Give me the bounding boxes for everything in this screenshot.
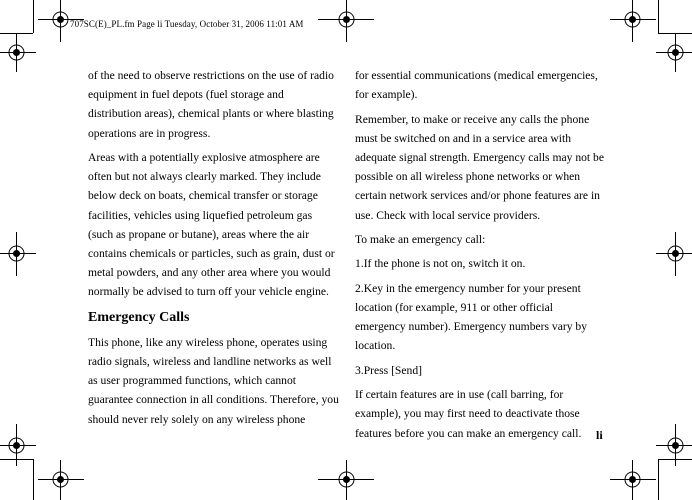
registration-mark-upper-left (0, 34, 36, 72)
paragraph: Areas with a potentially explosive atmosphere are often but not always clearly marked. They include below deck on boats, chemical transfer or storage facilities, vehicles using liquefied petroleum gas (such as propane or butane), areas where the air contains chemicals or particles, such as grain, dust or metal powders, and any other area where you would normally be advised to turn off your vehicle engine. (88, 151, 335, 299)
step-item: 1.If the phone is not on, switch it on. (355, 257, 526, 271)
registration-mark-top-center (318, 0, 374, 42)
section-heading: Emergency Calls (88, 309, 190, 325)
left-column (88, 66, 340, 434)
paragraph: of the need to observe restrictions on the use of radio equipment in fuel depots (fuel storage and distribution areas), chemical plants or where blasting operations are in progress. (88, 69, 334, 140)
registration-mark-bottom-left (38, 460, 84, 500)
paragraph: To make an emergency call: (355, 233, 486, 246)
paragraph: If certain features are in use (call barring, for example), you may first need to deactivate those features before you can make an emergency call. (355, 388, 582, 440)
registration-mark-middle-left (0, 232, 36, 276)
paragraph: for essential communications (medical emergencies, for example). (355, 69, 598, 102)
paragraph: Remember, to make or receive any calls the phone must be switched on and in a service area with adequate signal strength. Emergency calls may not be possible on all wireless phone networks or when certain network services and/or phone features are in use. Check with local service providers. (355, 112, 604, 222)
registration-mark-middle-right (656, 232, 692, 276)
registration-mark-bottom-center (318, 460, 374, 500)
step-item: 3.Press [Send] (355, 363, 422, 377)
paragraph: This phone, like any wireless phone, operates using radio signals, wireless and landline networks as well as user programmed functions, which cannot guarantee connection in all conditions. Therefore, you should never rely solely on any wireless phone (88, 335, 339, 426)
registration-mark-top-right (610, 0, 656, 42)
page-number: li (596, 428, 603, 442)
right-column (355, 66, 605, 448)
step-item: 2.Key in the emergency number for your present location (for example, 911 or other official emergency number). Emergency numbers vary by location. (355, 281, 588, 353)
registration-mark-upper-right (656, 34, 692, 72)
registration-mark-bottom-right (610, 460, 656, 500)
file-info-header: 707SC(E)_PL.fm Page li Tuesday, October 31, 2006 11:01 AM (70, 19, 304, 29)
